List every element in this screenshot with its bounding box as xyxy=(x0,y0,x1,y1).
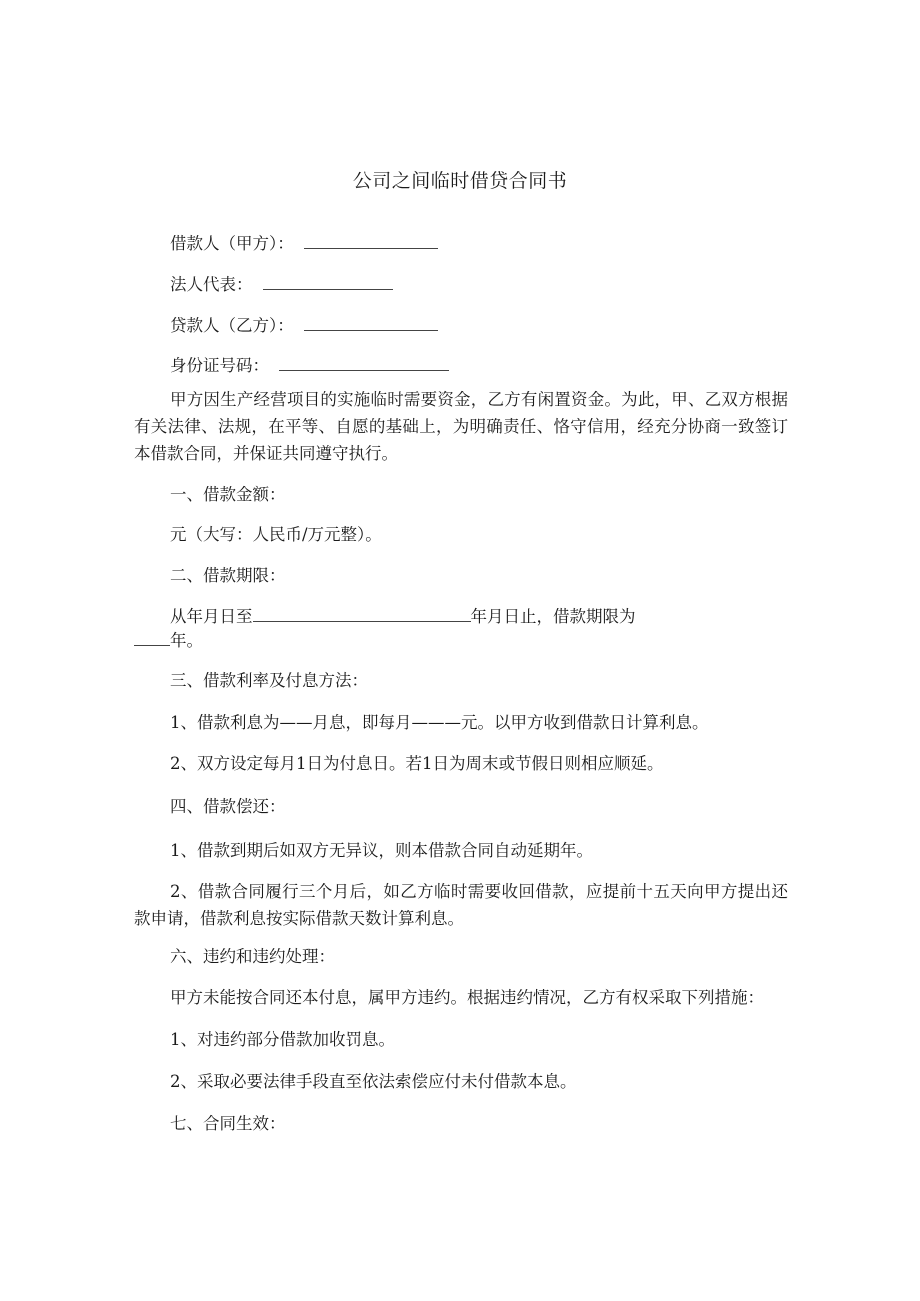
document-title: 公司之间临时借贷合同书 xyxy=(352,170,568,192)
section-2-heading: 二、借款期限： xyxy=(170,566,286,585)
section-7-heading: 七、合同生效： xyxy=(170,1114,286,1133)
section-2-term-line xyxy=(170,603,636,627)
section-1-amount: 元（大写：人民币/万元整）。 xyxy=(170,525,382,544)
legal-rep-blank xyxy=(263,275,393,290)
term-date-blank xyxy=(253,607,471,622)
section-2-term-cont xyxy=(134,627,203,651)
intro-paragraph: 甲方因生产经营项目的实施临时需要资金，乙方有闲置资金。为此，甲、乙双方根据有关法律、法规，在平等、自愿的基础上，为明确责任、恪守信用，经充分协商一致签订本借款合同，并保证共同遵守执行。 xyxy=(134,390,788,463)
section-6-item-1: 1、对违约部分借款加收罚息。 xyxy=(170,1030,395,1049)
section-6-intro: 甲方未能按合同还本付息，属甲方违约。根据违约情况，乙方有权采取下列措施： xyxy=(170,988,764,1007)
legal-rep-field xyxy=(170,271,393,295)
borrower-field xyxy=(170,230,438,254)
id-number-field xyxy=(170,352,449,376)
id-number-label: 身份证号码： xyxy=(170,356,269,375)
section-3-heading: 三、借款利率及付息方法： xyxy=(170,671,368,690)
term-years-text: 年。 xyxy=(170,631,203,650)
section-4-item-1: 1、借款到期后如双方无异议，则本借款合同自动延期年。 xyxy=(170,841,593,860)
term-years-blank xyxy=(134,631,170,646)
section-1-heading: 一、借款金额： xyxy=(170,485,286,504)
term-start-text: 从年月日至 xyxy=(170,607,253,626)
lender-blank xyxy=(304,316,438,331)
section-6-heading: 六、违约和违约处理： xyxy=(170,947,335,966)
lender-field xyxy=(170,312,438,336)
borrower-label: 借款人（甲方）： xyxy=(170,234,294,253)
term-end-text: 年月日止，借款期限为 xyxy=(470,607,636,626)
lender-label: 贷款人（乙方）： xyxy=(170,316,294,335)
section-3-item-2: 2、双方设定每月1日为付息日。若1日为周末或节假日则相应顺延。 xyxy=(170,754,664,773)
section-3-item-1: 1、借款利息为——月息，即每月———元。以甲方收到借款日计算利息。 xyxy=(170,713,709,732)
section-6-item-2: 2、采取必要法律手段直至依法索偿应付未付借款本息。 xyxy=(170,1072,577,1091)
legal-rep-label: 法人代表： xyxy=(170,275,253,294)
section-4-item-2: 2、借款合同履行三个月后，如乙方临时需要收回借款，应提前十五天向甲方提出还款申请，借款利息按实际借款天数计算利息。 xyxy=(134,882,788,928)
borrower-blank xyxy=(304,234,438,249)
id-number-blank xyxy=(279,356,449,371)
section-4-heading: 四、借款偿还： xyxy=(170,797,286,816)
